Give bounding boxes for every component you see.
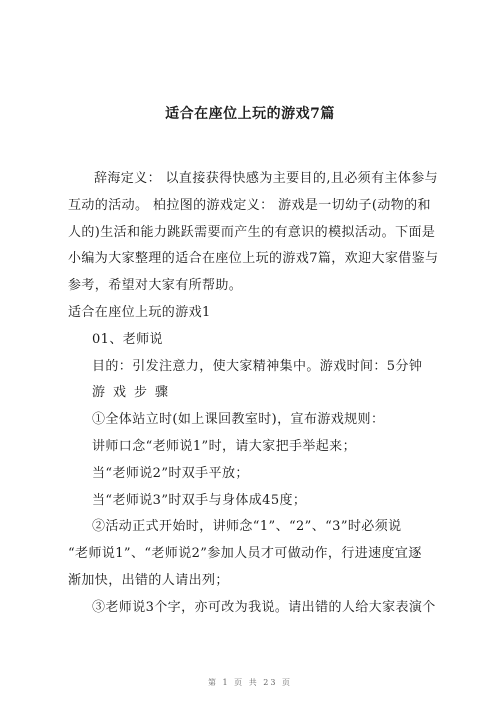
paragraph-line: 当“老师说3”时双手与身体成45度； [92,492,307,508]
subsection-heading: 01、老师说 [92,331,163,347]
paragraph-line: ③老师说3个字，亦可改为我说。请出错的人给大家表演个 [92,599,436,615]
paragraph-line: 小编为大家整理的适合在座位上玩的游戏7篇，欢迎大家借鉴与 [68,251,439,267]
paragraph-line: 目的：引发注意力，使大家精神集中。游戏时间：5分钟 [92,358,423,374]
paragraph-line: 讲师口念“老师说1”时，请大家把手举起来； [92,438,356,454]
steps-heading: 游戏步骤 [92,385,177,401]
paragraph-line: 当“老师说2”时双手平放； [92,465,249,481]
paragraph-line: 渐加快，出错的人请出列； [68,572,229,588]
document-title: 适合在座位上玩的游戏7篇 [165,106,335,122]
page-number-footer: 第 1 页 共 23 页 [208,678,292,687]
paragraph-line: 参考，希望对大家有所帮助。 [68,278,243,294]
paragraph-line: 辞海定义： 以直接获得快感为主要目的,且必须有主体参与 [94,171,439,186]
section-heading: 适合在座位上玩的游戏1 [68,304,211,320]
paragraph-line: 人的)生活和能力跳跃需要而产生的有意识的模拟活动。下面是 [68,224,436,240]
paragraph-line: “老师说1”、“老师说2”参加人员才可做动作，行进速度宜逐 [68,546,422,562]
document-body [68,166,440,622]
paragraph-line: ②活动正式开始时，讲师念“1”、“2”、“3”时必须说 [92,519,402,535]
paragraph-line: ①全体站立时(如上课回教室时)，宣布游戏规则： [92,412,385,428]
paragraph-line: 互动的活动。 柏拉图的游戏定义： 游戏是一切幼子(动物的和 [68,197,431,213]
